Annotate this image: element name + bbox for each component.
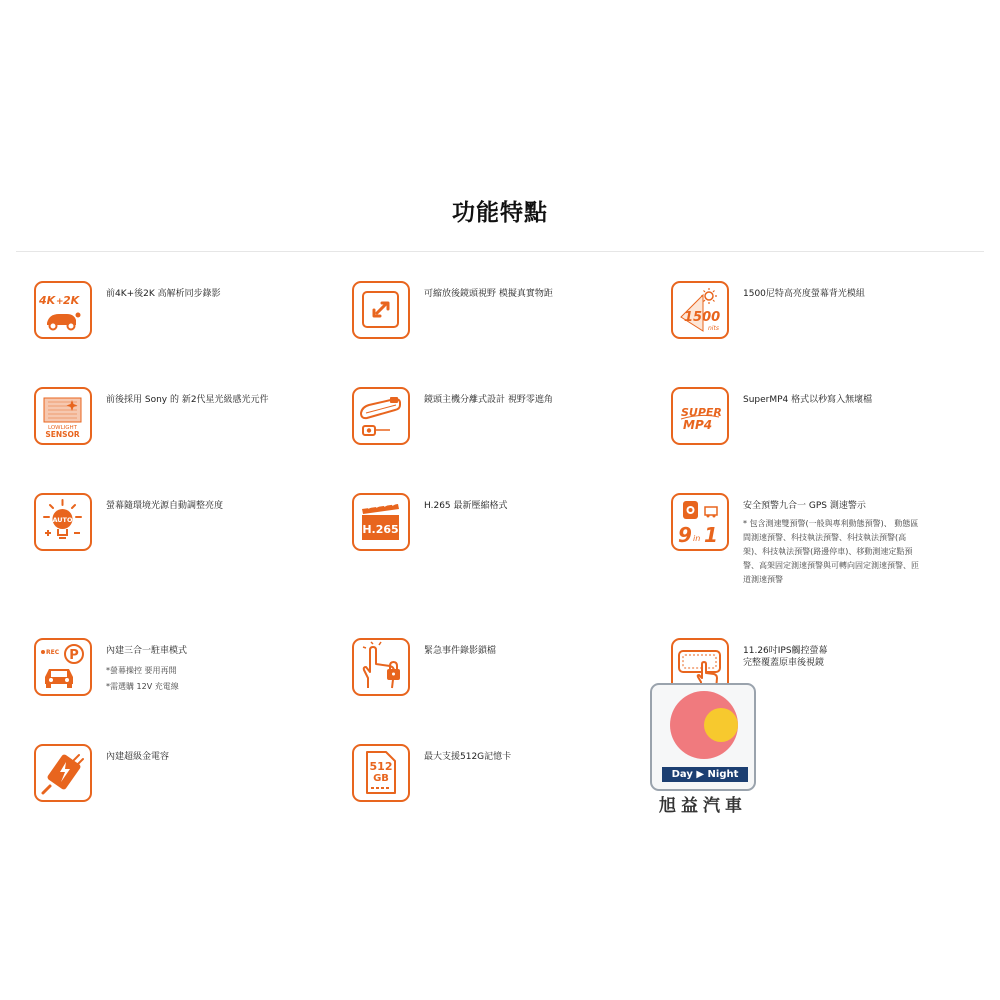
h265-clapper-icon <box>352 493 410 551</box>
touch-lock-icon <box>352 638 410 696</box>
feature-title: 鏡頭主機分離式設計 視野零遮角 <box>424 395 553 405</box>
expand-arrows-icon <box>352 281 410 339</box>
svg-text:LOWLIGHT: LOWLIGHT <box>47 425 78 431</box>
svg-text:2K: 2K <box>63 294 80 307</box>
feature-title: 1500尼特高亮度螢幕背光模組 <box>743 289 865 299</box>
title-divider <box>16 251 984 252</box>
svg-text:nits: nits <box>708 325 719 332</box>
super-mp4-icon <box>671 387 729 445</box>
desc-line: *螢幕操控 要用再開 <box>106 666 177 675</box>
day-night-label: Day ▶ Night <box>662 767 748 782</box>
feature-title: H.265 最新壓縮格式 <box>424 501 508 511</box>
desc-line: 警、高架固定測速預警與可轉向固定測速預警、匝 <box>743 561 919 570</box>
feature-title: 內建超級金電容 <box>106 752 170 762</box>
feature-title: SuperMP4 格式以秒寫入無壞檔 <box>743 395 873 405</box>
desc-line: 間測速預警、科技執法預警、科技執法預警(高 <box>743 533 907 542</box>
svg-text:GB: GB <box>373 773 389 784</box>
svg-text:4K: 4K <box>39 294 56 307</box>
brightness-1500-nits-icon <box>671 281 729 339</box>
svg-text:SUPER: SUPER <box>681 406 722 419</box>
svg-text:MP4: MP4 <box>683 418 713 432</box>
feature-title: 前後採用 Sony 的 新2代星光級感光元件 <box>106 395 269 405</box>
desc-line: *需選購 12V 充電線 <box>106 682 179 691</box>
split-mirror-camera-icon <box>352 387 410 445</box>
lowlight-sensor-icon <box>34 387 92 445</box>
feature-title: 內建三合一駐車模式 <box>106 646 188 656</box>
svg-text:512: 512 <box>369 760 393 773</box>
svg-text:+: + <box>56 297 64 307</box>
svg-text:P: P <box>69 648 79 663</box>
svg-text:1: 1 <box>704 523 718 547</box>
desc-line: * 包含測速雙預警(一般與專利動態預警)、 動態區 <box>743 519 919 528</box>
desc-line: 架)、科技執法預警(路邊停車)、移動測速定點預 <box>743 547 913 556</box>
feature-description <box>743 656 824 670</box>
auto-brightness-bulb-icon <box>34 493 92 551</box>
speed-camera-9in1-icon <box>671 493 729 551</box>
feature-title: 最大支援512G記憶卡 <box>424 752 512 762</box>
svg-text:in: in <box>693 534 701 543</box>
desc-line: 完整覆蓋原車後視鏡 <box>743 658 825 668</box>
logo-frame <box>650 683 756 791</box>
4k-2k-camera-icon <box>34 281 92 339</box>
page-title: 功能特點 <box>452 200 548 226</box>
feature-title: 11.26吋IPS觸控螢幕 <box>743 646 828 656</box>
supercapacitor-icon <box>34 744 92 802</box>
feature-title: 可縮放後鏡頭視野 模擬真實物距 <box>424 289 553 299</box>
svg-text:REC: REC <box>46 649 60 656</box>
feature-description <box>743 517 919 587</box>
feature-title: 螢幕隨環境光源自動調整亮度 <box>106 501 224 511</box>
parking-mode-icon <box>34 638 92 696</box>
svg-text:9: 9 <box>678 523 692 547</box>
feature-title: 前4K+後2K 高解析同步錄影 <box>106 289 221 299</box>
feature-title: 安全預警九合一 GPS 測速警示 <box>743 501 866 511</box>
shop-name: 旭益汽車 <box>659 796 747 816</box>
svg-text:AUTO: AUTO <box>52 516 73 524</box>
svg-text:SENSOR: SENSOR <box>45 430 80 439</box>
desc-line: 道測速預警 <box>743 575 783 584</box>
svg-text:1500: 1500 <box>684 310 721 325</box>
feature-description <box>106 663 179 695</box>
svg-text:H.265: H.265 <box>362 523 399 536</box>
sd-card-512gb-icon <box>352 744 410 802</box>
feature-title: 緊急事件錄影鎖檔 <box>424 646 497 656</box>
